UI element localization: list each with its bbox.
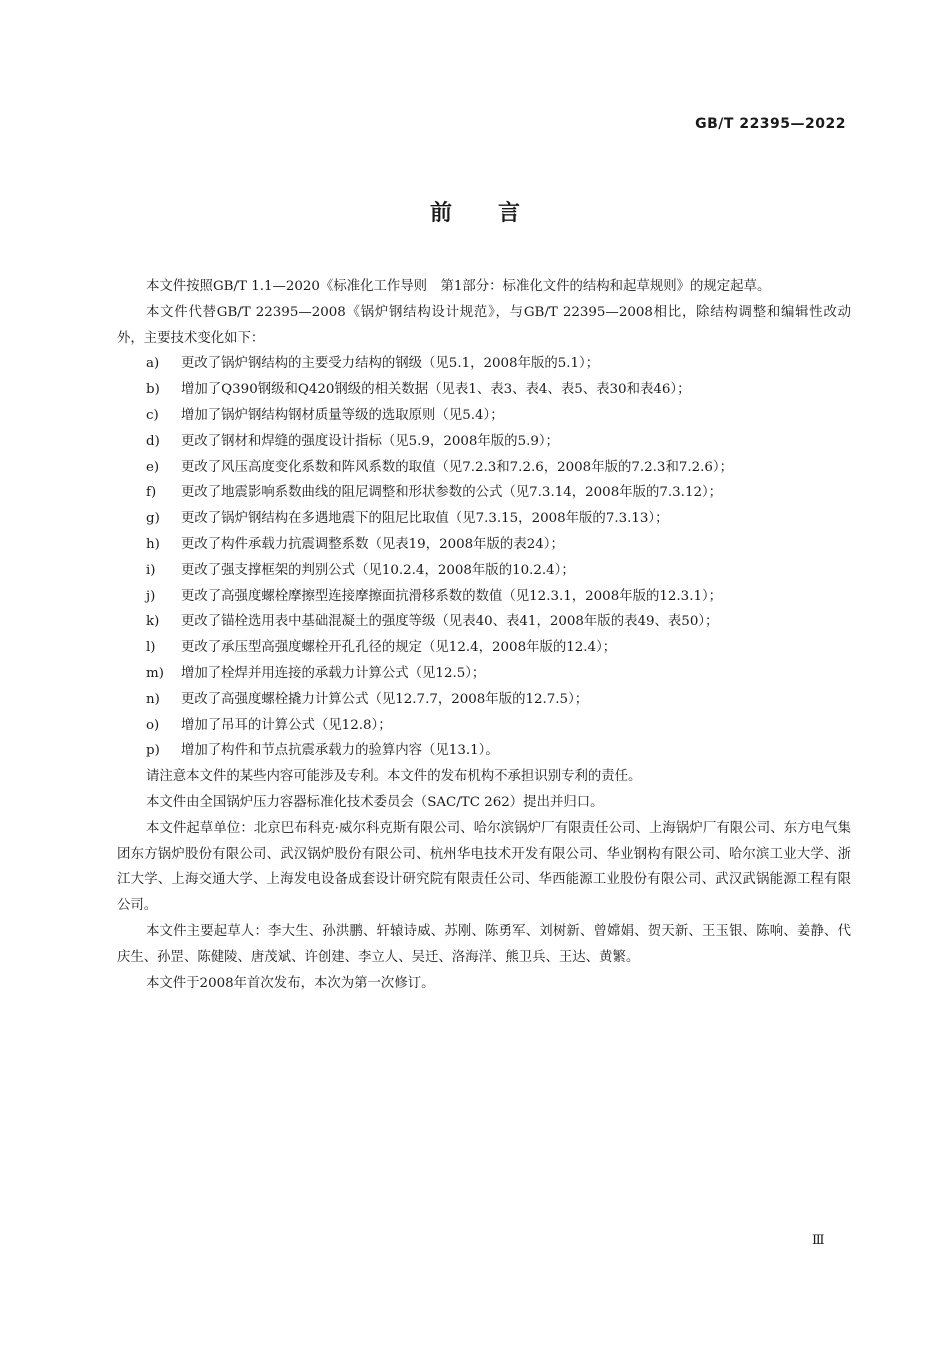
standard-code: GB/T 22395—2022	[695, 116, 846, 132]
list-item	[117, 480, 851, 506]
list-item	[117, 558, 851, 584]
list-marker: p)	[146, 743, 160, 759]
list-marker: n)	[146, 691, 160, 707]
patent-notice: 请注意本文件的某些内容可能涉及专利。本文件的发布机构不承担识别专利的责任。	[146, 769, 642, 785]
list-marker: g)	[146, 511, 160, 527]
list-marker: e)	[146, 459, 160, 475]
publication-history: 本文件于2008年首次发布，本次为第一次修订。	[146, 975, 435, 991]
list-marker: m)	[146, 665, 164, 681]
drafting-units: 本文件起草单位：北京巴布科克·威尔科克斯有限公司、哈尔滨锅炉厂有限责任公司、上海锅炉厂有限公司、东方电气集团东方锅炉股份有限公司、武汉锅炉股份有限公司、杭州华电技术开发有限公司、华业钢构有限公司、哈尔滨工业大学、浙江大学、上海交通大学、上海发电设备成套设计研究院有限责任公司、华西能源工业股份有限公司、武汉武锅能源工程有限公司。	[117, 820, 851, 914]
list-text: 更改了承压型高强度螺栓开孔孔径的规定（见12.4，2008年版的12.4）；	[181, 640, 617, 656]
list-marker: o)	[146, 717, 160, 733]
list-item	[117, 455, 851, 481]
list-marker: l)	[146, 640, 156, 656]
list-item	[117, 635, 851, 661]
list-text: 更改了锅炉钢结构在多遇地震下的阻尼比取值（见7.3.15，2008年版的7.3.13）；	[181, 511, 669, 527]
changes-list	[117, 351, 851, 764]
proposer-statement: 本文件由全国锅炉压力容器标准化技术委员会（SAC/TC 262）提出并归口。	[146, 794, 604, 810]
list-item	[117, 687, 851, 713]
list-item	[117, 506, 851, 532]
list-marker: j)	[146, 588, 156, 604]
list-text: 增加了吊耳的计算公式（见12.8）；	[181, 717, 392, 733]
list-marker: f)	[146, 485, 157, 501]
document-body	[117, 274, 851, 996]
list-item	[117, 609, 851, 635]
list-text: 更改了风压高度变化系数和阵风系数的取值（见7.2.3和7.2.6，2008年版的7.2.3和7.2.6）；	[181, 459, 733, 475]
list-text: 增加了锅炉钢结构钢材质量等级的选取原则（见5.4）；	[181, 407, 504, 423]
page-number: Ⅲ	[812, 1233, 825, 1248]
list-text: 更改了锅炉钢结构的主要受力结构的钢级（见5.1，2008年版的5.1）；	[181, 356, 600, 372]
list-text: 更改了地震影响系数曲线的阻尼调整和形状参数的公式（见7.3.14，2008年版的7.3.12）；	[181, 485, 723, 501]
list-marker: d)	[146, 433, 160, 449]
list-item	[117, 351, 851, 377]
list-text: 更改了钢材和焊缝的强度设计指标（见5.9，2008年版的5.9）；	[181, 433, 559, 449]
main-drafters: 本文件主要起草人：李大生、孙洪鹏、轩辕诗威、苏刚、陈勇军、刘树新、曾嫦娟、贺天新、王玉银、陈响、姜静、代庆生、孙罡、陈健陵、唐茂斌、许创建、李立人、吴迁、洛海洋、熊卫兵、王达、黄繁。	[117, 923, 851, 965]
intro-paragraph-1: 本文件按照GB/T 1.1—2020《标准化工作导则 第1部分：标准化文件的结构和起草规则》的规定起草。	[146, 279, 771, 294]
list-item	[117, 738, 851, 764]
list-text: 增加了Q390钢级和Q420钢级的相关数据（见表1、表3、表4、表5、表30和表46）；	[181, 382, 691, 398]
list-text: 更改了高强度螺栓摩擦型连接摩擦面抗滑移系数的数值（见12.3.1，2008年版的12.3.1）；	[181, 588, 723, 604]
list-marker: i)	[146, 562, 156, 578]
list-item	[117, 661, 851, 687]
list-marker: k)	[146, 614, 160, 630]
list-item	[117, 403, 851, 429]
list-marker: a)	[146, 356, 160, 372]
list-marker: c)	[146, 407, 159, 423]
list-text: 更改了构件承载力抗震调整系数（见表19，2008年版的表24）；	[181, 536, 564, 552]
list-text: 更改了锚栓选用表中基础混凝土的强度等级（见表40、表41，2008年版的表49、表50）；	[181, 614, 719, 630]
list-marker: h)	[146, 536, 160, 552]
list-marker: b)	[146, 382, 160, 398]
list-text: 更改了强支撑框架的判别公式（见10.2.4，2008年版的10.2.4）；	[181, 562, 575, 578]
list-text: 更改了高强度螺栓撬力计算公式（见12.7.7，2008年版的12.7.5）；	[181, 691, 589, 707]
list-text: 增加了构件和节点抗震承载力的验算内容（见13.1）。	[181, 743, 499, 759]
list-item	[117, 377, 851, 403]
intro-paragraph-2: 本文件代替GB/T 22395—2008《锅炉钢结构设计规范》，与GB/T 22395—2008相比，除结构调整和编辑性改动外，主要技术变化如下：	[117, 304, 851, 346]
list-item	[117, 584, 851, 610]
list-text: 增加了栓焊并用连接的承载力计算公式（见12.5）；	[181, 665, 486, 681]
page-heading: 前言	[429, 201, 566, 226]
list-item	[117, 429, 851, 455]
list-item	[117, 713, 851, 739]
list-item	[117, 532, 851, 558]
